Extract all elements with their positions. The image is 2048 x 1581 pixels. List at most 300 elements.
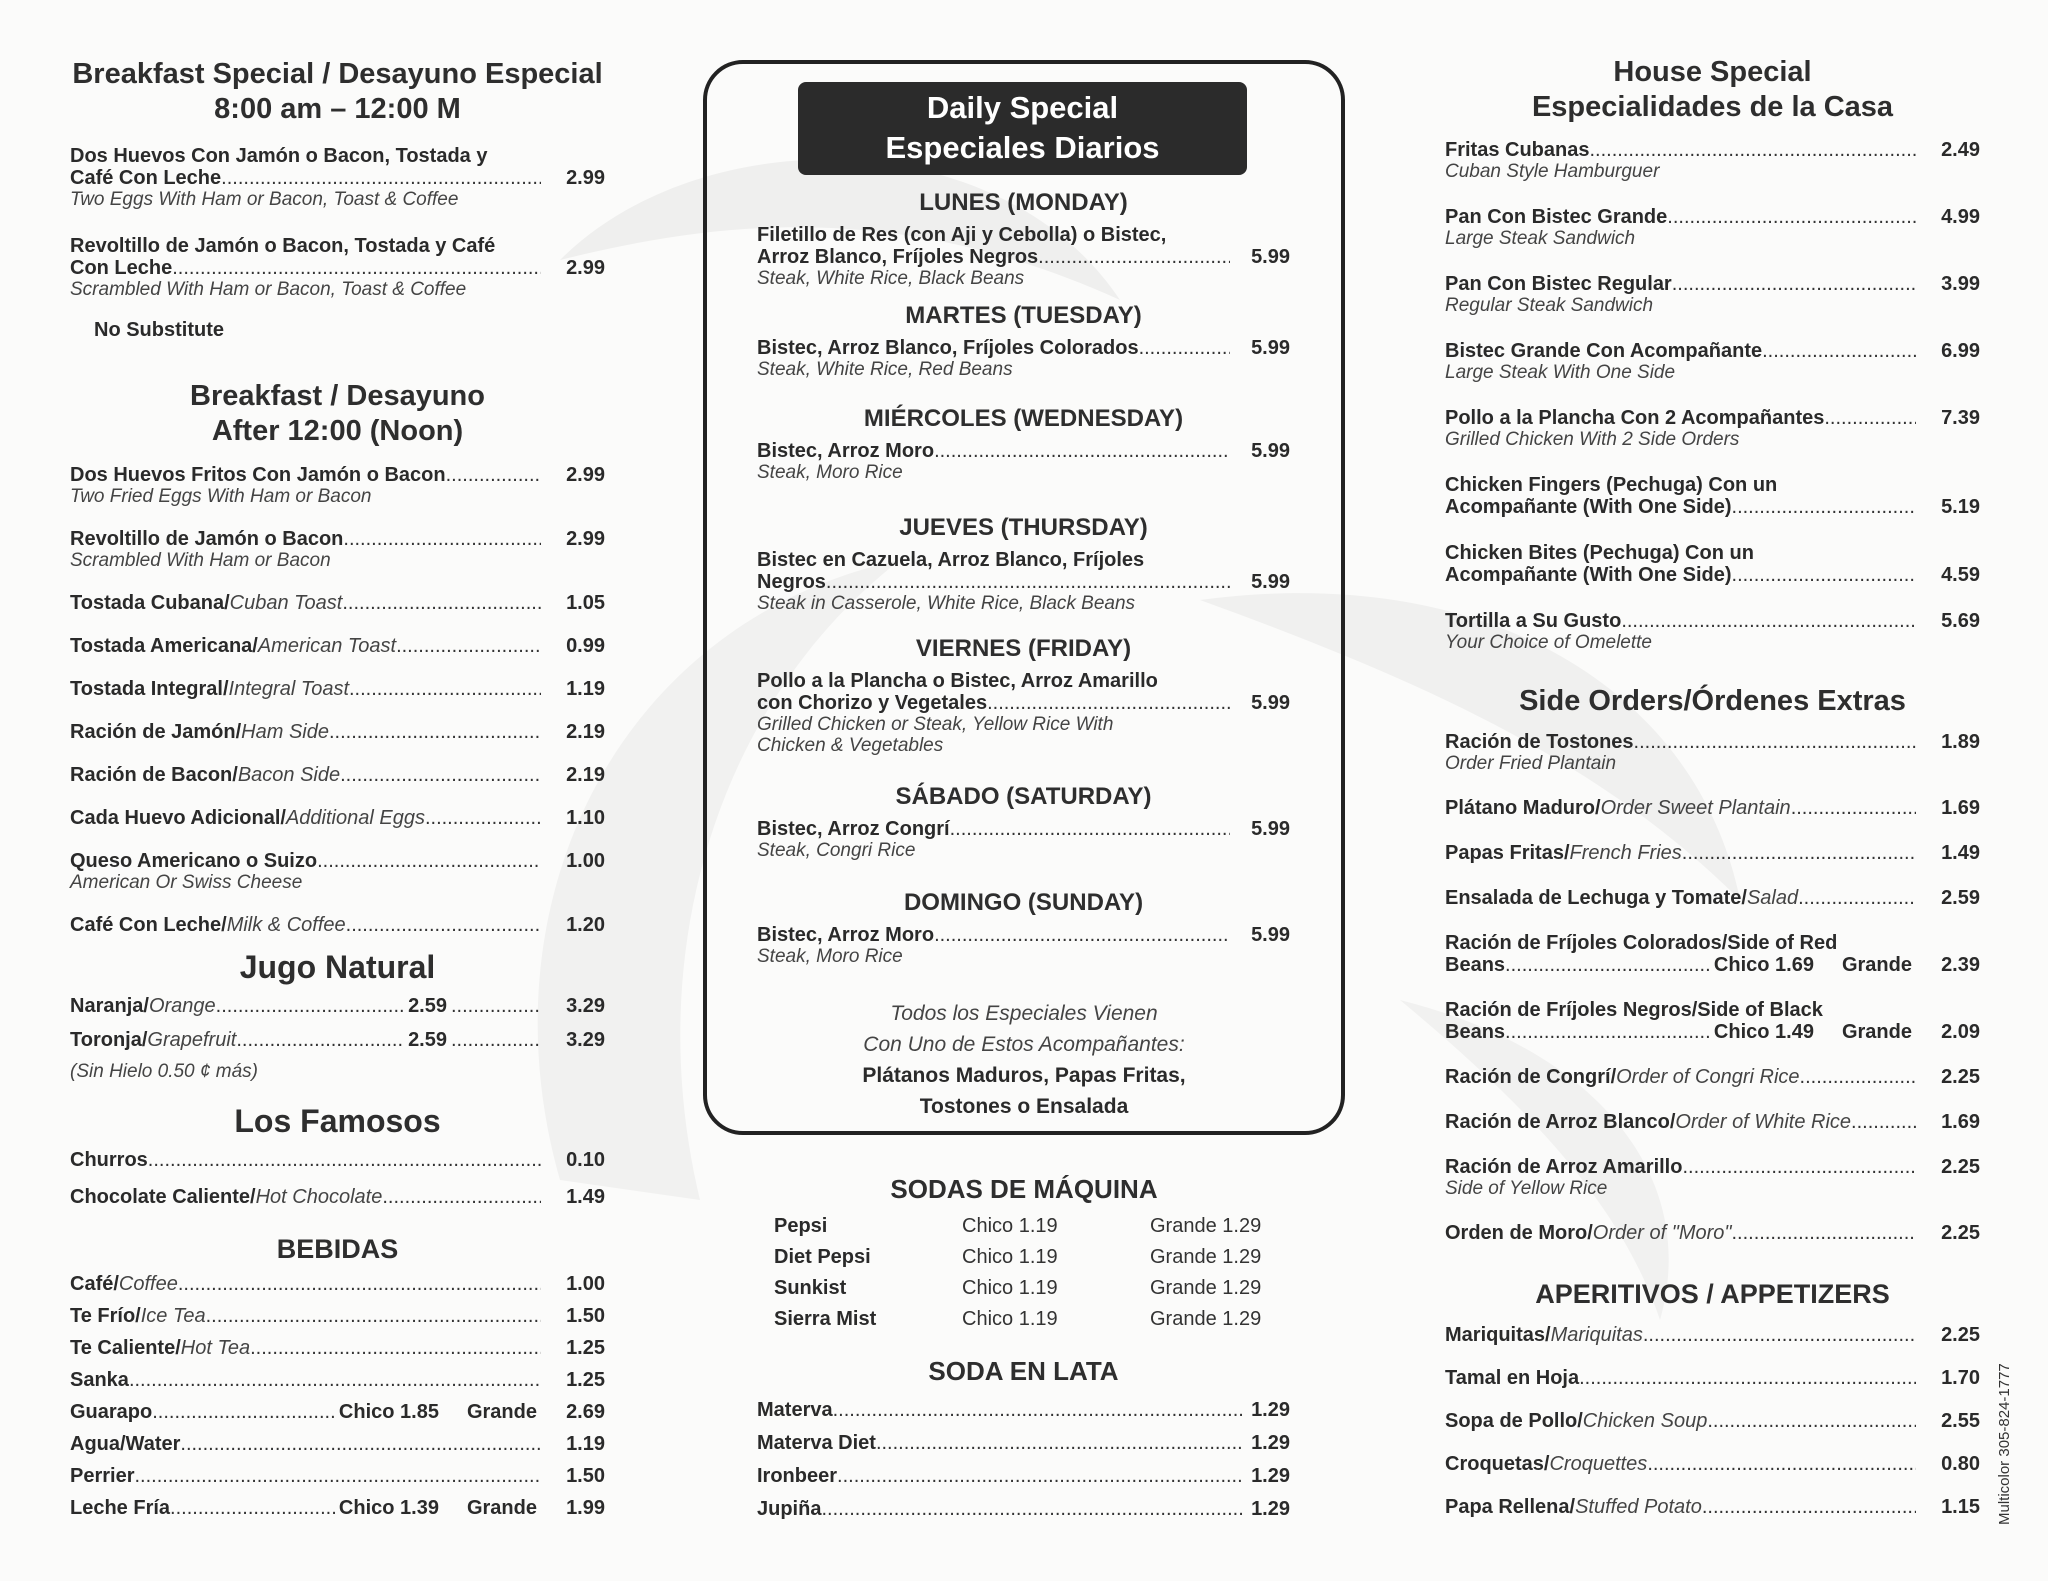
item-row	[70, 678, 605, 700]
item-description: Scrambled With Ham or Bacon, Toast & Coffee	[70, 279, 467, 300]
item-row	[1445, 1496, 1980, 1518]
section-title-line: Especialidades de la Casa	[1531, 91, 1894, 123]
day-section	[757, 783, 1290, 861]
menu-item	[1445, 206, 1980, 249]
item-row	[757, 1498, 1290, 1520]
item-name: Beans	[1445, 954, 1506, 976]
item-description: Grilled Chicken With 2 Side Orders	[1445, 429, 1740, 450]
item-price: 3.29	[566, 1029, 605, 1051]
item-name-line: Filetillo de Res (con Aji y Cebolla) o Bistec,	[757, 224, 1167, 246]
item-row	[70, 721, 605, 743]
dot-leader	[876, 1432, 1244, 1454]
item-name: Bistec, Arroz Moro	[757, 440, 935, 462]
dot-leader	[425, 807, 541, 829]
item-name-line: Ración de Fríjoles Colorados/Side of Red	[1445, 932, 1838, 954]
size-prices	[335, 1497, 541, 1519]
dot-leader	[135, 1465, 542, 1487]
dot-leader	[451, 995, 541, 1017]
section-title-line: House Special	[1613, 56, 1812, 88]
item-name: Naranja/	[70, 995, 149, 1017]
item-price: 1.29	[1251, 1465, 1290, 1487]
dot-leader	[1621, 610, 1916, 632]
item-name-line: Bistec en Cazuela, Arroz Blanco, Fríjoles	[757, 549, 1145, 571]
item-price: 1.49	[566, 1186, 605, 1208]
item-name-english: Croquettes	[1549, 1453, 1648, 1475]
item-name: Queso Americano o Suizo	[70, 850, 318, 872]
item-name: Tortilla a Su Gusto	[1445, 610, 1622, 632]
day-heading: MIÉRCOLES (WEDNESDAY)	[863, 405, 1184, 432]
item-price: 2.99	[566, 257, 605, 279]
section-title	[1445, 55, 1980, 125]
dot-leader	[221, 167, 541, 189]
menu-item	[70, 464, 605, 507]
daily-special-subtitle: Especiales Diarios	[885, 130, 1160, 165]
size-prices	[1710, 954, 1916, 976]
dot-leader	[1505, 1021, 1710, 1043]
dot-leader	[340, 764, 541, 786]
item-price: 2.55	[1941, 1410, 1980, 1432]
item-name-english: Coffee	[118, 1273, 178, 1295]
item-name: Chocolate Caliente/	[70, 1186, 256, 1208]
item-price: 5.99	[1251, 692, 1290, 714]
item-price: 5.99	[1251, 246, 1290, 268]
menu-item	[1445, 474, 1980, 518]
item-row	[757, 440, 1290, 462]
item-description: Order Fried Plantain	[1445, 753, 1617, 774]
item-price: 5.19	[1941, 496, 1980, 518]
menu-item	[1445, 542, 1980, 586]
dot-leader	[152, 1401, 335, 1423]
menu-item	[1445, 1324, 1980, 1346]
menu-item	[70, 1305, 605, 1327]
large-label: Grande	[1841, 1021, 1912, 1043]
item-row	[70, 995, 605, 1017]
dot-leader	[446, 464, 541, 486]
item-name: Ración de Jamón/	[70, 721, 242, 743]
item-price: 1.69	[1941, 1111, 1980, 1133]
item-row	[1445, 842, 1980, 864]
dot-leader	[1824, 407, 1916, 429]
small-price: 2.59	[408, 1029, 447, 1051]
item-description: Large Steak With One Side	[1445, 362, 1676, 383]
dot-leader	[129, 1369, 541, 1391]
section-title: SODAS DE MÁQUINA	[890, 1174, 1158, 1204]
menu-item	[757, 1498, 1290, 1520]
item-name: Acompañante (With One Side)	[1445, 496, 1732, 518]
item-name-english: Cuban Toast	[229, 592, 343, 614]
item-name: Bistec, Arroz Congrí	[757, 818, 950, 840]
item-row	[1445, 610, 1980, 632]
item-price: 3.29	[566, 995, 605, 1017]
item-price: 3.99	[1941, 273, 1980, 295]
item-name-line: Chicken Bites (Pechuga) Con un	[1445, 542, 1754, 564]
menu-item	[70, 1149, 605, 1171]
day-section	[757, 189, 1290, 289]
small-label: Chico	[338, 1401, 395, 1423]
dot-leader	[1791, 797, 1916, 819]
dot-leader	[170, 1497, 335, 1519]
item-price: 2.59	[1941, 887, 1980, 909]
dot-leader	[317, 850, 541, 872]
item-description: Large Steak Sandwich	[1445, 228, 1636, 249]
day-section	[757, 889, 1290, 967]
item-row	[70, 1433, 605, 1455]
item-name: Café/	[70, 1273, 119, 1295]
menu-item	[757, 549, 1290, 614]
dot-leader	[1682, 842, 1916, 864]
item-row	[70, 1369, 605, 1391]
dot-leader	[1800, 1066, 1916, 1088]
dot-leader	[172, 257, 541, 279]
daily-special-title: Daily Special	[926, 90, 1119, 125]
item-name: Ración de Tostones	[1445, 731, 1634, 753]
soda-small-price: Chico 1.19	[962, 1246, 1058, 1268]
item-price: 0.10	[566, 1149, 605, 1171]
small-price: 1.69	[1775, 954, 1814, 976]
item-name: Acompañante (With One Side)	[1445, 564, 1732, 586]
section-title-line: 8:00 am – 12:00 M	[214, 93, 461, 125]
menu-item	[757, 224, 1290, 289]
item-description: Two Fried Eggs With Ham or Bacon	[70, 486, 372, 507]
item-price: 2.99	[566, 167, 605, 189]
section-title: SODA EN LATA	[928, 1356, 1119, 1386]
section-title	[1445, 684, 1980, 719]
small-price: 1.85	[400, 1401, 439, 1423]
menu-item	[70, 635, 605, 657]
dot-leader	[1707, 1410, 1916, 1432]
dot-leader	[1798, 887, 1916, 909]
item-row	[1445, 273, 1980, 295]
item-name: Revoltillo de Jamón o Bacon	[70, 528, 344, 550]
item-description: Scrambled With Ham or Bacon	[70, 550, 331, 571]
item-price: 2.99	[566, 464, 605, 486]
footer-sides-line: Tostones o Ensalada	[919, 1095, 1129, 1118]
dot-leader	[1731, 1222, 1916, 1244]
menu-item	[1445, 1111, 1980, 1133]
soda-large-price: Grande 1.29	[1150, 1215, 1262, 1237]
dot-leader	[934, 440, 1230, 462]
dot-leader	[821, 1498, 1244, 1520]
menu-item	[1445, 731, 1980, 774]
item-name: Jupiña	[757, 1498, 822, 1520]
item-name: Bistec, Arroz Blanco, Fríjoles Colorados	[757, 337, 1139, 359]
item-name: Sanka	[70, 1369, 129, 1391]
menu-item	[70, 1465, 605, 1487]
dot-leader	[216, 995, 404, 1017]
item-row	[70, 528, 605, 550]
section-title-line: Los Famosos	[234, 1103, 441, 1139]
item-row	[70, 1186, 605, 1208]
item-name-english: Orange	[148, 995, 216, 1017]
dot-leader	[396, 635, 541, 657]
dot-leader	[382, 1186, 541, 1208]
dot-leader	[1579, 1367, 1916, 1389]
menu-item	[70, 850, 605, 893]
item-row	[1445, 1453, 1980, 1475]
dot-leader	[206, 1305, 541, 1327]
menu-item	[70, 1433, 605, 1455]
item-name: con Chorizo y Vegetales	[757, 692, 988, 714]
item-price: 1.50	[566, 1465, 605, 1487]
item-row	[757, 1465, 1290, 1487]
daily-special-footer	[703, 998, 1345, 1122]
item-name: Tostada Integral/	[70, 678, 229, 700]
item-description: Cuban Style Hamburguer	[1445, 161, 1660, 182]
menu-item	[1445, 273, 1980, 316]
item-price: 1.19	[566, 1433, 605, 1455]
soda-name: Diet Pepsi	[774, 1246, 871, 1268]
menu-item	[70, 764, 605, 786]
item-name: Negros	[757, 571, 826, 593]
item-name-english: American Toast	[257, 635, 397, 657]
section-title-line: After 12:00 (Noon)	[211, 415, 464, 447]
item-price: 1.89	[1941, 731, 1980, 753]
item-name: Churros	[70, 1149, 148, 1171]
item-row	[1445, 1324, 1980, 1346]
item-name: Ironbeer	[757, 1465, 838, 1487]
item-name-english: Salad	[1746, 887, 1799, 909]
dot-leader	[1589, 139, 1916, 161]
menu-item	[757, 1399, 1290, 1421]
item-row	[70, 635, 605, 657]
item-name: Materva	[757, 1399, 833, 1421]
item-row	[1445, 1156, 1980, 1178]
item-row	[757, 1432, 1290, 1454]
dot-leader	[1139, 337, 1230, 359]
day-section	[757, 302, 1290, 380]
item-name-english: Order of Congri Rice	[1616, 1066, 1800, 1088]
item-price: 1.25	[566, 1369, 605, 1391]
item-price: 2.25	[1941, 1066, 1980, 1088]
item-row	[1445, 139, 1980, 161]
section-title-line: Breakfast Special / Desayuno Especial	[72, 58, 603, 90]
section-title-line: Jugo Natural	[239, 949, 436, 985]
item-name: Mariquitas/	[1445, 1324, 1551, 1346]
menu-item	[70, 528, 605, 571]
dot-leader	[1732, 564, 1916, 586]
dot-leader	[1667, 206, 1916, 228]
daily-special-header	[798, 82, 1247, 175]
soda-name: Sunkist	[774, 1277, 847, 1299]
section-title	[70, 1104, 605, 1139]
item-row	[70, 257, 605, 279]
menu-item	[70, 1029, 605, 1051]
dot-leader	[1647, 1453, 1916, 1475]
dot-leader	[1643, 1324, 1916, 1346]
no-ice-note: (Sin Hielo 0.50 ¢ más)	[70, 1061, 258, 1082]
item-row	[70, 1149, 605, 1171]
item-name-line: Dos Huevos Con Jamón o Bacon, Tostada y	[70, 145, 488, 167]
item-price: 1.50	[566, 1305, 605, 1327]
menu-item	[70, 1186, 605, 1208]
dot-leader	[451, 1029, 541, 1051]
dot-leader	[329, 721, 541, 743]
item-name: Con Leche	[70, 257, 173, 279]
item-row	[1445, 1111, 1980, 1133]
printer-credit: Multicolor 305-824-1777	[1996, 1363, 2013, 1525]
item-description: Regular Steak Sandwich	[1445, 295, 1654, 316]
large-label: Grande	[466, 1401, 537, 1423]
item-name: Ración de Bacon/	[70, 764, 238, 786]
dot-leader	[346, 914, 541, 936]
house-special-section	[1445, 55, 1980, 677]
item-row	[1445, 206, 1980, 228]
menu-item	[70, 1337, 605, 1359]
menu-item	[1445, 610, 1980, 653]
dot-leader	[1851, 1111, 1916, 1133]
dot-leader	[180, 1433, 541, 1455]
menu-item	[70, 1497, 605, 1519]
soda-small-price: Chico 1.19	[962, 1277, 1058, 1299]
item-description: Steak, White Rice, Black Beans	[757, 268, 1025, 289]
menu-item	[1445, 1496, 1980, 1518]
item-price: 2.25	[1941, 1324, 1980, 1346]
item-row	[70, 464, 605, 486]
item-description: Side of Yellow Rice	[1445, 1178, 1608, 1199]
dot-leader	[1732, 496, 1916, 518]
menu-item	[757, 440, 1290, 483]
dot-leader	[934, 924, 1230, 946]
item-name: Bistec, Arroz Moro	[757, 924, 935, 946]
footer-line: Todos los Especiales Vienen	[890, 1002, 1158, 1025]
item-name-english: French Fries	[1569, 842, 1682, 864]
small-price: 1.39	[400, 1497, 439, 1519]
item-row	[757, 571, 1290, 593]
item-name-line: Revoltillo de Jamón o Bacon, Tostada y Café	[70, 235, 496, 257]
dot-leader	[950, 818, 1230, 840]
dot-leader	[826, 571, 1230, 593]
item-price: 1.00	[566, 850, 605, 872]
menu-item	[70, 1273, 605, 1295]
soda-large-price: Grande 1.29	[1150, 1308, 1262, 1330]
item-price: 2.09	[1941, 1021, 1980, 1043]
dot-leader	[1505, 954, 1710, 976]
item-name: Tamal en Hoja	[1445, 1367, 1580, 1389]
section-title-line: BEBIDAS	[276, 1234, 399, 1264]
item-name: Pollo a la Plancha Con 2 Acompañantes	[1445, 407, 1825, 429]
item-name-english: Hot Chocolate	[255, 1186, 383, 1208]
item-price: 1.29	[1251, 1399, 1290, 1421]
item-description: Steak in Casserole, White Rice, Black Beans	[757, 593, 1136, 614]
item-name-english: Stuffed Potato	[1575, 1496, 1702, 1518]
dot-leader	[1682, 1156, 1916, 1178]
item-row	[70, 807, 605, 829]
section-title	[70, 1232, 605, 1267]
sodas-maquina-section	[703, 1172, 1345, 1207]
item-row	[70, 914, 605, 936]
item-row	[1445, 564, 1980, 586]
item-name: Agua/Water	[70, 1433, 181, 1455]
side-orders-section	[1445, 684, 1980, 1267]
item-name-english: Order of White Rice	[1675, 1111, 1852, 1133]
dot-leader	[342, 592, 541, 614]
item-row	[70, 850, 605, 872]
menu-item	[1445, 1066, 1980, 1088]
jugo-natural-section	[70, 950, 605, 1083]
menu-item	[1445, 340, 1980, 383]
dot-leader	[1038, 246, 1230, 268]
item-price: 5.99	[1251, 440, 1290, 462]
menu-item	[1445, 842, 1980, 864]
item-name: Ensalada de Lechuga y Tomate/	[1445, 887, 1747, 909]
item-row	[70, 1465, 605, 1487]
item-name-english: Grapefruit	[147, 1029, 237, 1051]
menu-item	[1445, 1367, 1980, 1389]
dot-leader	[1672, 273, 1916, 295]
item-price: 5.99	[1251, 924, 1290, 946]
item-name: Plátano Maduro/	[1445, 797, 1601, 819]
item-name: Ración de Arroz Blanco/	[1445, 1111, 1676, 1133]
item-name: Orden de Moro/	[1445, 1222, 1593, 1244]
dot-leader	[236, 1029, 404, 1051]
dot-leader	[833, 1399, 1244, 1421]
item-name-english: Bacon Side	[237, 764, 341, 786]
item-row	[1445, 1367, 1980, 1389]
large-label: Grande	[466, 1497, 537, 1519]
menu-item	[757, 337, 1290, 380]
section-title-line: APERITIVOS / APPETIZERS	[1535, 1279, 1890, 1309]
item-price: 1.19	[566, 678, 605, 700]
item-price: 2.19	[566, 721, 605, 743]
item-name: Te Frío/	[70, 1305, 141, 1327]
menu-item	[1445, 1222, 1980, 1244]
menu-item	[1445, 1453, 1980, 1475]
menu-item	[1445, 1156, 1980, 1199]
item-price: 5.99	[1251, 571, 1290, 593]
item-row	[757, 337, 1290, 359]
aperitivos-section	[1445, 1277, 1980, 1539]
soda-small-price: Chico 1.19	[962, 1215, 1058, 1237]
item-row	[757, 246, 1290, 268]
item-price: 1.49	[1941, 842, 1980, 864]
menu-item	[70, 721, 605, 743]
item-row	[757, 924, 1290, 946]
item-name: Papas Fritas/	[1445, 842, 1570, 864]
item-row	[1445, 731, 1980, 753]
menu-item	[70, 914, 605, 936]
menu-item	[1445, 932, 1980, 976]
dot-leader	[349, 678, 541, 700]
menu-item	[1445, 139, 1980, 182]
item-row	[70, 1273, 605, 1295]
item-name: Ración de Congrí/	[1445, 1066, 1617, 1088]
menu-item	[757, 818, 1290, 861]
item-row	[1445, 340, 1980, 362]
item-price: 1.20	[566, 914, 605, 936]
item-name: Fritas Cubanas	[1445, 139, 1590, 161]
item-name-line: Pollo a la Plancha o Bistec, Arroz Amarillo	[757, 670, 1158, 692]
day-heading: MARTES (TUESDAY)	[905, 302, 1142, 329]
item-name: Sopa de Pollo/	[1445, 1410, 1583, 1432]
breakfast-special-section	[70, 57, 605, 341]
item-name: Papa Rellena/	[1445, 1496, 1576, 1518]
item-name: Tostada Americana/	[70, 635, 258, 657]
item-price: 4.59	[1941, 564, 1980, 586]
item-name: Tostada Cubana/	[70, 592, 230, 614]
item-price: 0.99	[566, 635, 605, 657]
item-description: American Or Swiss Cheese	[70, 872, 303, 893]
dot-leader	[837, 1465, 1244, 1487]
dot-leader	[148, 1149, 541, 1171]
item-price: 1.00	[566, 1273, 605, 1295]
menu-item	[1445, 1410, 1980, 1432]
item-name: Pan Con Bistec Regular	[1445, 273, 1672, 295]
item-name: Ración de Arroz Amarillo	[1445, 1156, 1683, 1178]
item-row	[1445, 407, 1980, 429]
item-row	[757, 692, 1290, 714]
item-name: Croquetas/	[1445, 1453, 1550, 1475]
item-description: Steak, Congri Rice	[757, 840, 916, 861]
